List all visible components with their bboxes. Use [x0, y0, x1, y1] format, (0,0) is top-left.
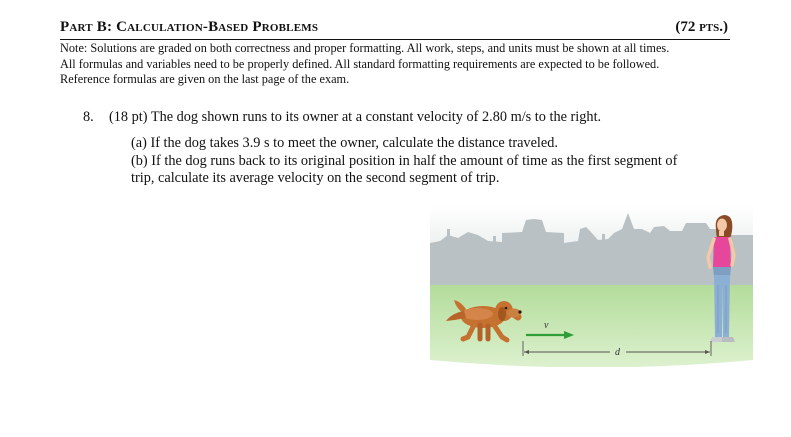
part-header: [60, 19, 730, 40]
figure-illustration: [430, 205, 753, 367]
subpart-b-line-1: (b) If the dog runs back to its original position in half the amount of time as the first segment of: [131, 152, 678, 169]
note-line-2: All formulas and variables need to be properly defined. All standard formatting requirements are expected to be followed.: [60, 56, 660, 71]
points-total: (72 pts.): [675, 19, 728, 35]
note-line-3: Reference formulas are given on the last page of the exam.: [60, 72, 350, 86]
velocity-label: v: [544, 320, 549, 331]
dog-owner-figure: [430, 205, 753, 367]
note-line-1: Note: Solutions are graded on both correctness and proper formatting. All work, steps, and units must be shown at all times.: [60, 41, 670, 55]
problem-subparts: [131, 135, 751, 188]
problem-number: 8.: [83, 109, 94, 125]
problem-statement: [83, 108, 601, 126]
subpart-a: (a) If the dog takes 3.9 s to meet the owner, calculate the distance traveled.: [131, 135, 558, 151]
subpart-b-line-2: trip, calculate its average velocity on the second segment of trip.: [131, 170, 500, 186]
instructions-note: [60, 41, 740, 88]
part-title: Part B: Calculation-Based Problems: [60, 19, 319, 35]
distance-label: d: [615, 347, 620, 358]
problem-text: (18 pt) The dog shown runs to its owner at a constant velocity of 2.80 m/s to the right.: [109, 109, 602, 125]
